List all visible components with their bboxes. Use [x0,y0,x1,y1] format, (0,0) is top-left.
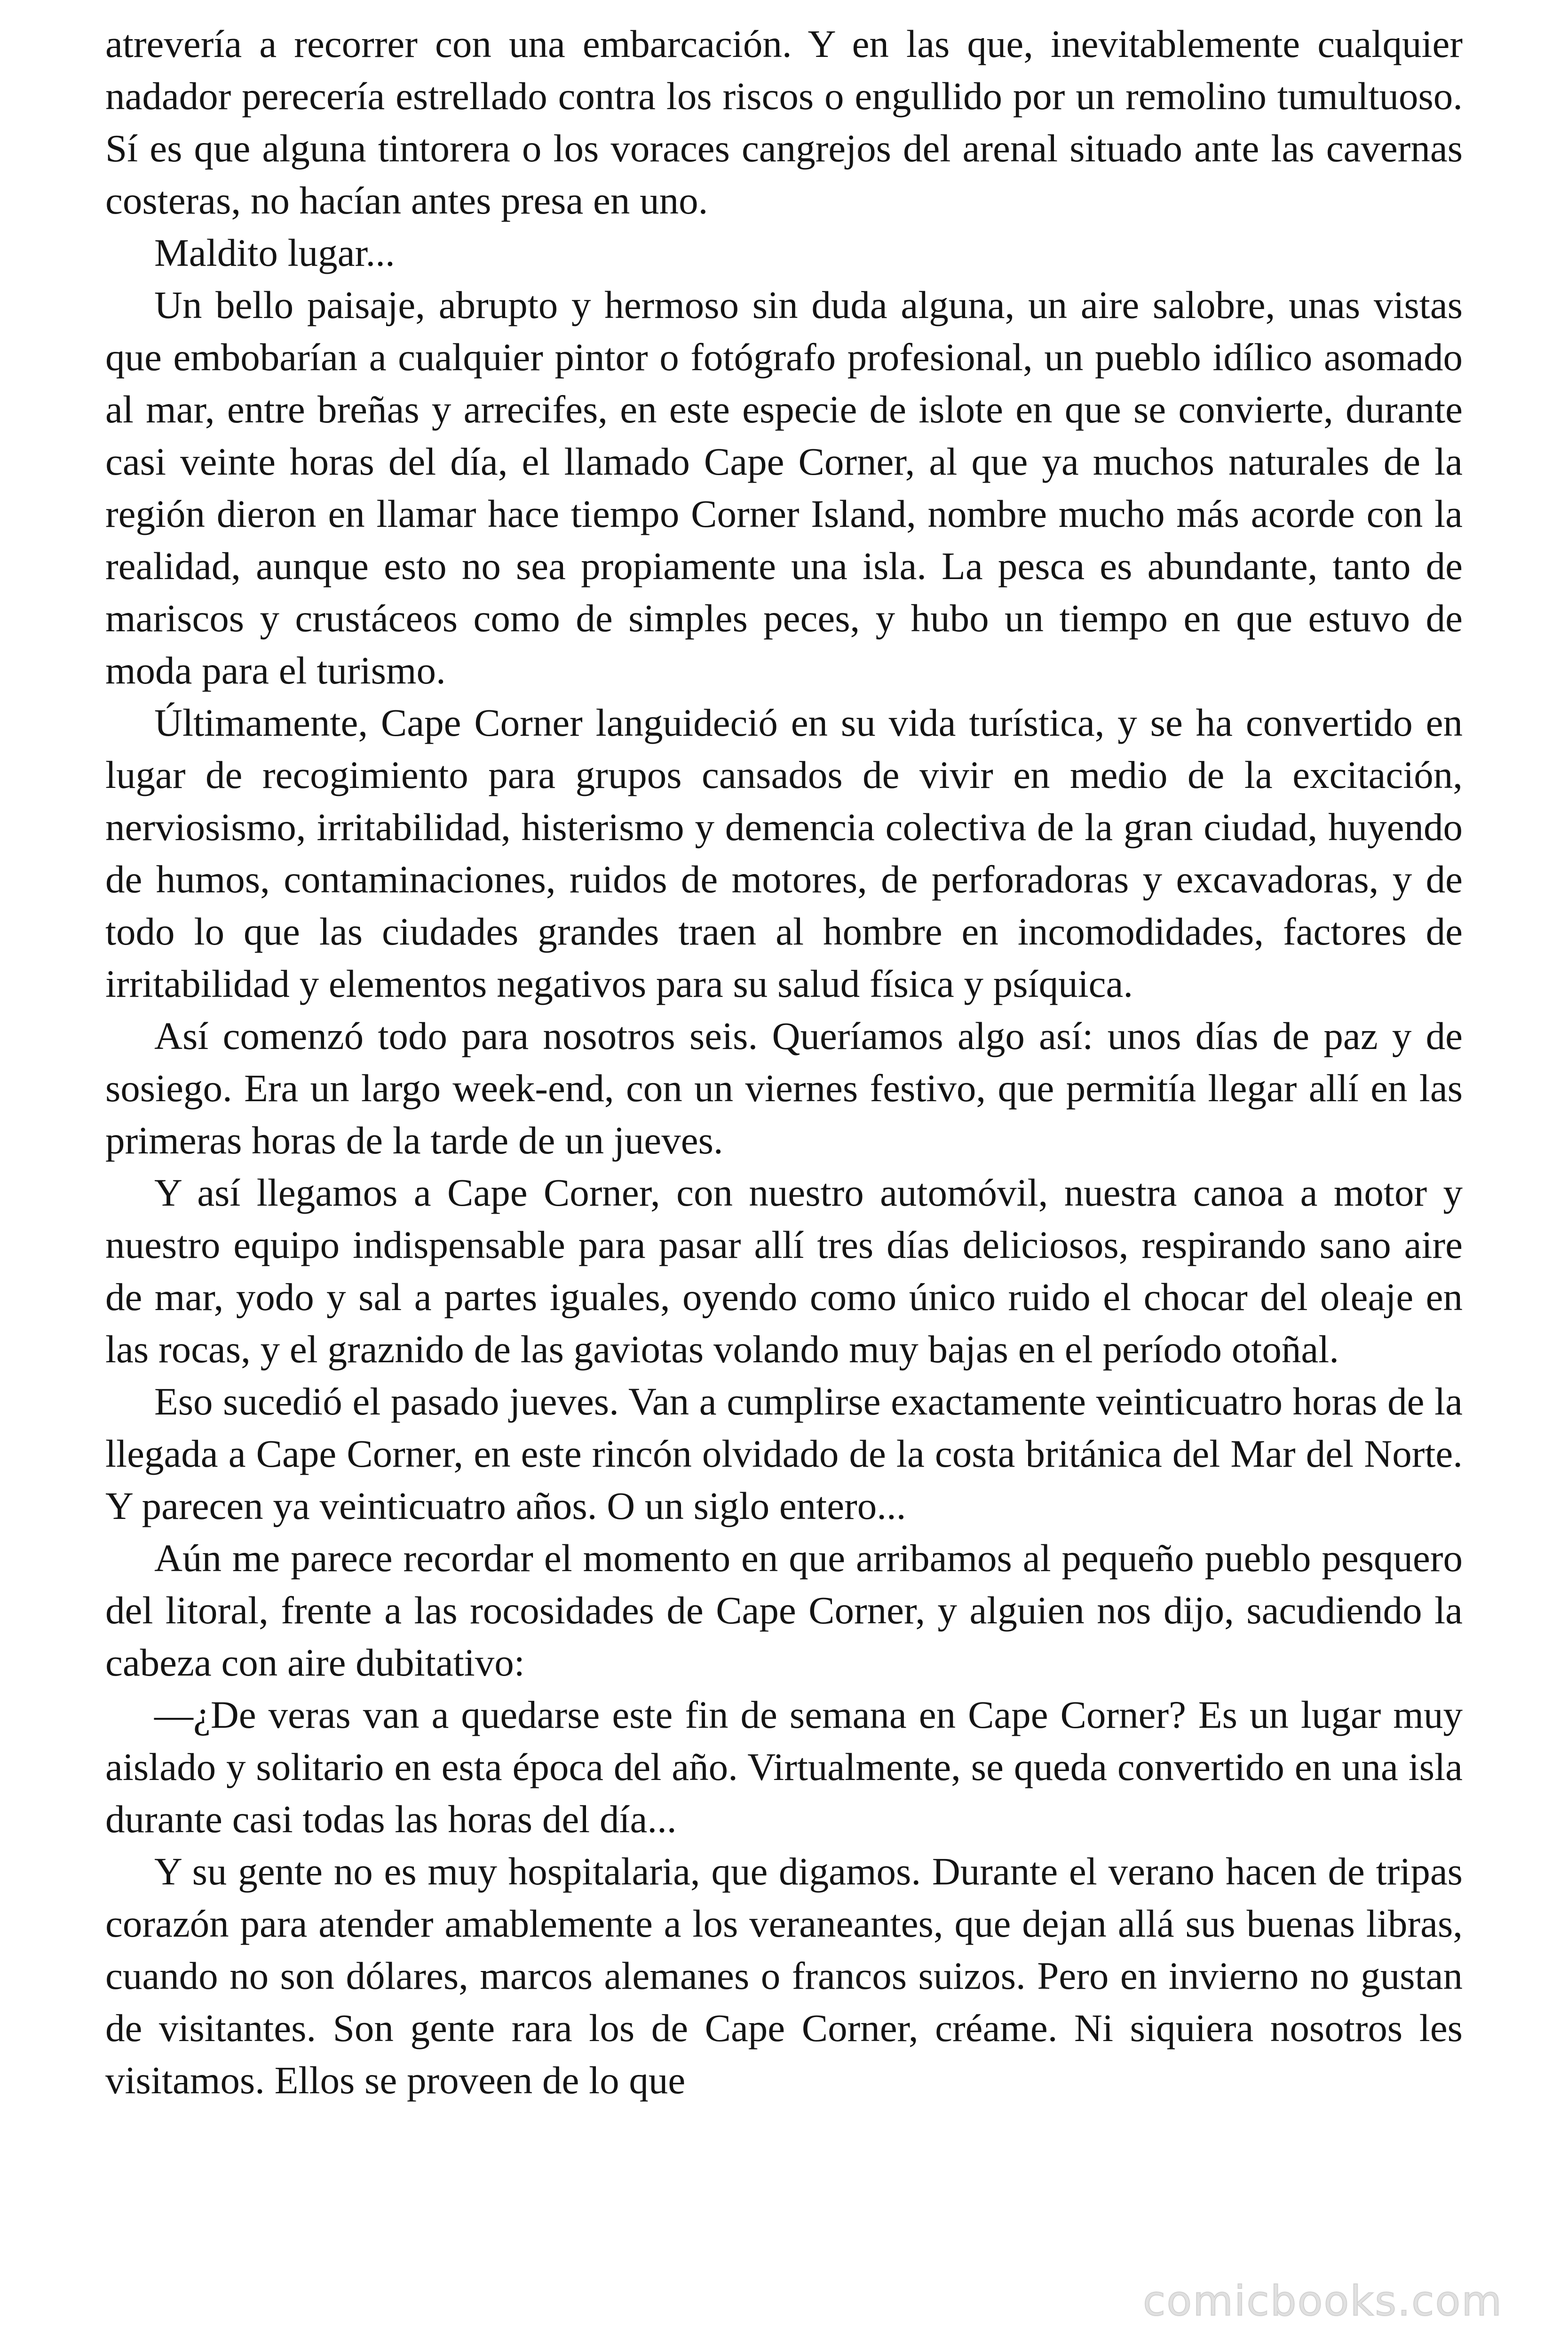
paragraph-dialogue: —¿De veras van a quedarse este fin de semana en Cape Corner? Es un lugar muy aislado y solitario en esta época del año. Virtualmente, se queda convertido en una isla durante casi todas las horas del día... [105,1693,1463,1841]
site-watermark: comicbooks.com [1143,2277,1503,2325]
paragraph-aun-me-parece: Aún me parece recordar el momento en que arribamos al pequeño pueblo pesquero del litoral, frente a las rocosidades de Cape Corner, y alguien nos dijo, sacudiendo la cabeza con aire dubitativo: [105,1536,1463,1684]
paragraph-ultimamente: Últimamente, Cape Corner languideció en su vida turística, y se ha convertido en lugar de recogimiento para grupos cansados de vivir en medio de la excitación, nerviosismo, irritabilidad, histerismo y demencia colectiva de la gran ciudad, huyendo de humos, contaminaciones, ruidos de motores, de perforadoras y excavadoras, y de todo lo que las ciudades grandes traen al hombre en incomodidades, factores de irritabilidad y elementos negativos para su salud física y psíquica. [105,701,1463,1005]
paragraph-su-gente: Y su gente no es muy hospitalaria, que digamos. Durante el verano hacen de tripas corazón para atender amablemente a los veraneantes, que dejan allá sus buenas libras, cuando no son dólares, marcos alemanes o francos suizos. Pero en invierno no gustan de visitantes. Son gente rara los de Cape Corner, créame. Ni siquiera nosotros les visitamos. Ellos se proveen de lo que [105,1850,1463,2102]
paragraph-asi-llegamos: Y así llegamos a Cape Corner, con nuestro automóvil, nuestra canoa a motor y nuestro equipo indispensable para pasar allí tres días deliciosos, respirando sano aire de mar, yodo y sal a partes iguales, oyendo como único ruido el chocar del oleaje en las rocas, y el graznido de las gaviotas volando muy bajas en el período otoñal. [105,1171,1463,1371]
paragraph-bello-paisaje: Un bello paisaje, abrupto y hermoso sin duda alguna, un aire salobre, unas vistas que embobarían a cualquier pintor o fotógrafo profesional, un pueblo idílico asomado al mar, entre breñas y arrecifes, en este especie de islote en que se convierte, durante casi veinte horas del día, el llamado Cape Corner, al que ya muchos naturales de la región dieron en llamar hace tiempo Corner Island, nombre mucho más acorde con la realidad, aunque esto no sea propiamente una isla. La pesca es abundante, tanto de mariscos y crustáceos como de simples peces, y hubo un tiempo en que estuvo de moda para el turismo. [105,283,1463,692]
paragraph-asi-comenzo: Así comenzó todo para nosotros seis. Queríamos algo así: unos días de paz y de sosiego. Era un largo week-end, con un viernes festivo, que permitía llegar allí en las primeras horas de la tarde de un jueves. [105,1014,1463,1162]
paragraph-eso-sucedio: Eso sucedió el pasado jueves. Van a cumplirse exactamente veinticuatro horas de la llegada a Cape Corner, en este rincón olvidado de la costa británica del Mar del Norte. Y parecen ya veinticuatro años. O un siglo entero... [105,1380,1463,1527]
paragraph-continued: atrevería a recorrer con una embarcación. Y en las que, inevitablemente cualquier nadador perecería estrellado contra los riscos o engullido por un remolino tumultuoso. Sí es que alguna tintorera o los voraces cangrejos del arenal situado ante las cavernas costeras, no hacían antes presa en uno. [105,22,1463,222]
book-page [105,18,1463,2323]
paragraph-maldito-lugar: Maldito lugar... [154,231,395,274]
